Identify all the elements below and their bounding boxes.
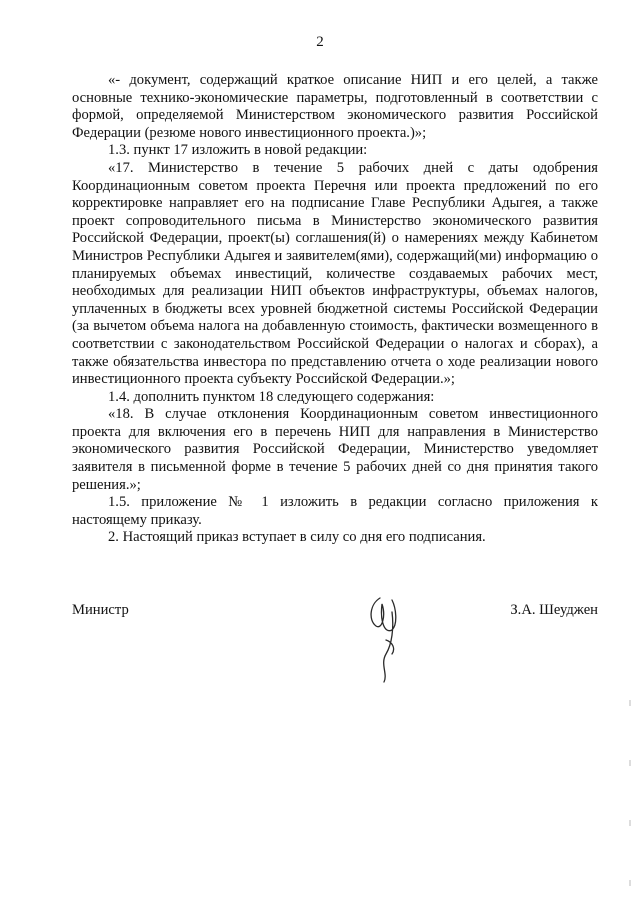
document-body	[72, 72, 598, 547]
scan-edge-marks-icon	[628, 700, 632, 890]
paragraph-item-1-3: 1.3. пункт 17 изложить в новой редакции:	[108, 142, 368, 159]
signer-title: Министр	[72, 602, 129, 618]
paragraph-effective-date: 2. Настоящий приказ вступает в силу со дня его подписания.	[108, 529, 486, 546]
signer-name: З.А. Шеуджен	[510, 602, 598, 618]
paragraph-item-1-5: 1.5. приложение № 1 изложить в редакции согласно приложения к настоящему приказу.	[72, 494, 598, 528]
paragraph-point-18: «18. В случае отклонения Координационным советом инвестиционного проекта для включения его в перечень НИП для направления в Министерство экономического развития Российской Федерации, Министерство уведомляет заявителя в письменной форме в течение 5 рабочих дней со дня принятия такого решения.»;	[72, 406, 598, 493]
signature-block	[72, 590, 598, 690]
paragraph-resume-definition: «- документ, содержащий краткое описание НИП и его целей, а также основные технико-экономические параметры, подготовленный в соответствии с формой, определяемой Министерством экономического развития Российской Федерации (резюме нового инвестиционного проекта.)»;	[72, 72, 598, 141]
handwritten-signature-icon	[362, 590, 412, 685]
page-number: 2	[316, 34, 324, 50]
paragraph-item-1-4: 1.4. дополнить пунктом 18 следующего содержания:	[108, 388, 435, 405]
paragraph-point-17: «17. Министерство в течение 5 рабочих дней с даты одобрения Координационным советом проекта Перечня или проекта предложений по его корректировке направляет его на подписание Главе Республики Адыгея, а также проект сопроводительного письма в Министерство экономического развития Российской Федерации, проект(ы) соглашения(й) о намерениях между Кабинетом Министров Республики Адыгея и заявителем(ями), содержащий(ми) информацию о планируемых объемах инвестиций, количестве создаваемых рабочих мест, необходимых для реализации НИП объектов инфраструктуры, объемах налогов, уплаченных в бюджеты всех уровней бюджетной системы Российской Федерации (за вычетом объема налога на добавленную стоимость, фактически возмещенного в соответствии с законодательством Российской Федерации о налогах и сборах), а также обязательства инвестора по представлению отчета о ходе реализации нового инвестиционного проекта субъекту Российской Федерации.»;	[72, 159, 598, 388]
